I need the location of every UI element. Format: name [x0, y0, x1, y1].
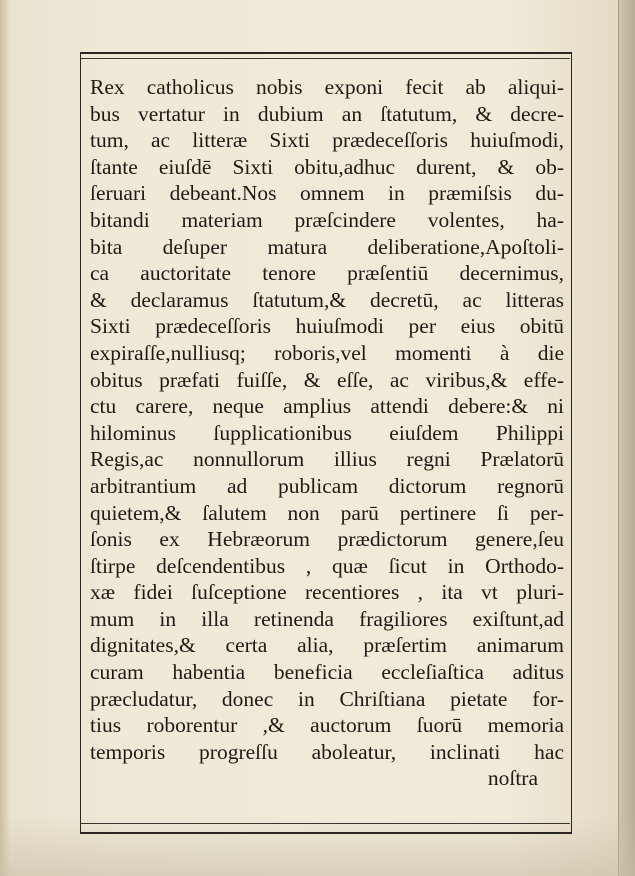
text-line: tum, ac litteræ Sixti prædeceſſoris huiuſmodi,	[90, 128, 564, 153]
text-line: tius roborentur ,& auctorum ſuorū memoria	[90, 713, 564, 738]
text-line: bita deſuper matura deliberatione,Apoſtoli-	[90, 234, 564, 259]
text-line: ſtante eiuſdē Sixti obitu,adhuc durent, & ob-	[90, 154, 564, 179]
text-line: Sixti prædeceſſoris huiuſmodi per eius obitū	[90, 314, 564, 339]
text-line: ca auctoritate tenore præſentiū decernimus,	[90, 261, 564, 286]
text-line: mum in illa retinenda fragiliores exiſtunt,ad	[90, 606, 564, 631]
text-line: hilominus ſupplicationibus eiuſdem Philippi	[90, 420, 564, 445]
text-line: & declaramus ſtatutum,& decretū, ac litteras	[90, 287, 564, 312]
text-line: arbitrantium ad publicam dictorum regnorū	[90, 473, 564, 498]
text-line: ſeruari debeant.Nos omnem in præmiſsis du-	[90, 181, 564, 206]
frame-inner-rule-top	[80, 58, 570, 59]
text-line: expiraſſe,nulliusq; roboris,vel momenti à die	[90, 340, 564, 365]
text-line: xæ fidei ſuſceptione recentiores , ita vt pluri-	[90, 580, 564, 605]
text-line: Rex catholicus nobis exponi fecit ab aliqui-	[90, 75, 564, 99]
gutter-shadow	[0, 0, 10, 876]
text-line: ſonis ex Hebræorum prædictorum genere,ſeu	[90, 527, 564, 552]
text-line: bitandi materiam præſcindere volentes, ha-	[90, 207, 564, 232]
body-text	[90, 74, 564, 792]
text-line: ſtirpe deſcendentibus , quæ ſicut in Orthodo-	[90, 553, 564, 578]
page-edge	[618, 0, 635, 876]
text-line: dignitates,& certa alia, præſertim animarum	[90, 633, 564, 658]
text-line: quietem,& ſalutem non parū pertinere ſi per-	[90, 500, 564, 525]
catchword: noſtra	[487, 766, 538, 791]
text-line: obitus præfati fuiſſe, & eſſe, ac viribus,& effe-	[90, 367, 564, 392]
text-line: Regis,ac nonnullorum illius regni Prælatorū	[90, 447, 564, 472]
text-line: bus vertatur in dubium an ſtatutum, & decre-	[90, 101, 564, 126]
text-line: curam habentia beneficia eccleſiaſtica aditus	[90, 660, 564, 685]
frame-inner-rule-bottom	[80, 823, 570, 824]
text-line: temporis progreſſu aboleatur, inclinati hac	[90, 739, 564, 764]
text-line: præcludatur, donec in Chriſtiana pietate for-	[90, 686, 564, 711]
text-line: ctu carere, neque amplius attendi debere:& ni	[90, 394, 564, 419]
